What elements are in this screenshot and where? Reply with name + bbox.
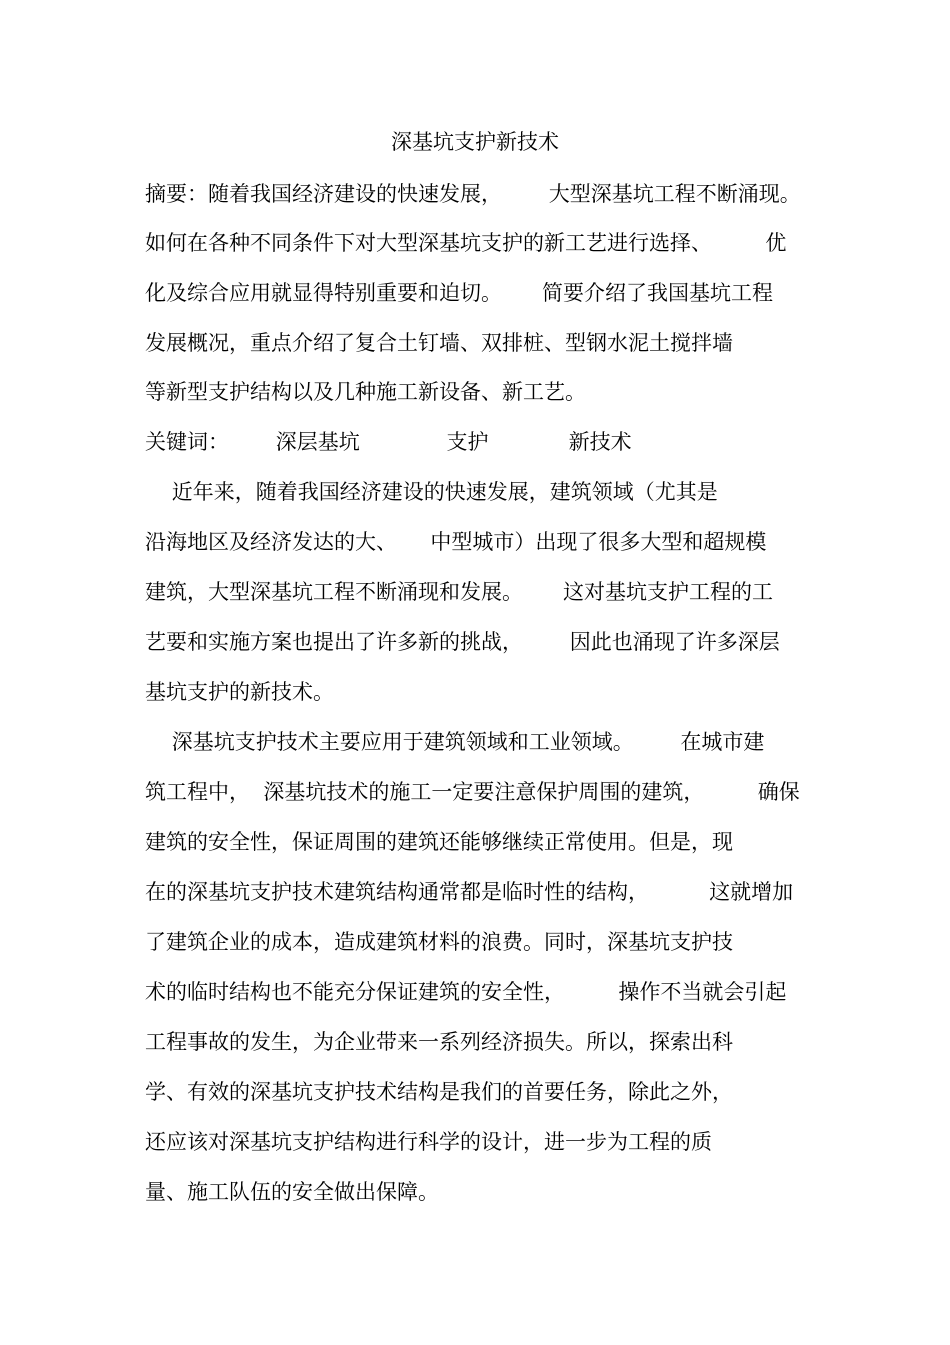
paragraph-line: 学、有效的深基坑支护技术结构是我们的首要任务，除此之外， [145,1080,733,1104]
paragraph-line: 术的临时结构也不能充分保证建筑的安全性， 操作不当就会引起 [145,980,787,1004]
abstract-line: 摘要：随着我国经济建设的快速发展， 大型深基坑工程不断涌现。 [145,182,801,206]
paragraph-line: 量、施工队伍的安全做出保障。 [145,1180,439,1204]
abstract-line: 化及综合应用就显得特别重要和迫切。 简要介绍了我国基坑工程 [145,281,774,305]
paragraph-line: 深基坑支护技术主要应用于建筑领域和工业领域。 在城市建 [145,730,765,754]
abstract-line: 如何在各种不同条件下对大型深基坑支护的新工艺进行选择、 优 [145,231,787,255]
paragraph-line: 工程事故的发生，为企业带来一系列经济损失。所以，探索出科 [145,1030,733,1054]
document-title: 深基坑支护新技术 [391,130,559,154]
paragraph-line: 建筑，大型深基坑工程不断涌现和发展。 这对基坑支护工程的工 [145,580,774,604]
paragraph-line: 建筑的安全性，保证周围的建筑还能够继续正常使用。但是，现 [145,830,733,854]
keywords-line: 关键词： 深层基坑 支护 新技术 [145,430,632,454]
paragraph-line: 了建筑企业的成本，造成建筑材料的浪费。同时，深基坑支护技 [145,930,733,954]
paragraph-line: 在的深基坑支护技术建筑结构通常都是临时性的结构， 这就增加 [145,880,794,904]
abstract-line: 发展概况，重点介绍了复合土钉墙、双排桩、型钢水泥土搅拌墙 [145,331,733,355]
abstract-line: 等新型支护结构以及几种施工新设备、新工艺。 [145,380,586,404]
paragraph-line: 沿海地区及经济发达的大、 中型城市）出现了很多大型和超规模 [145,530,767,554]
paragraph-line: 还应该对深基坑支护结构进行科学的设计，进一步为工程的质 [145,1130,712,1154]
paragraph-line: 近年来，随着我国经济建设的快速发展，建筑领域（尤其是 [145,480,718,504]
paragraph-line: 筑工程中， 深基坑技术的施工一定要注意保护周围的建筑， 确保 [145,780,800,804]
paragraph-line: 基坑支护的新技术。 [145,680,334,704]
paragraph-line: 艺要和实施方案也提出了许多新的挑战， 因此也涌现了许多深层 [145,630,780,654]
